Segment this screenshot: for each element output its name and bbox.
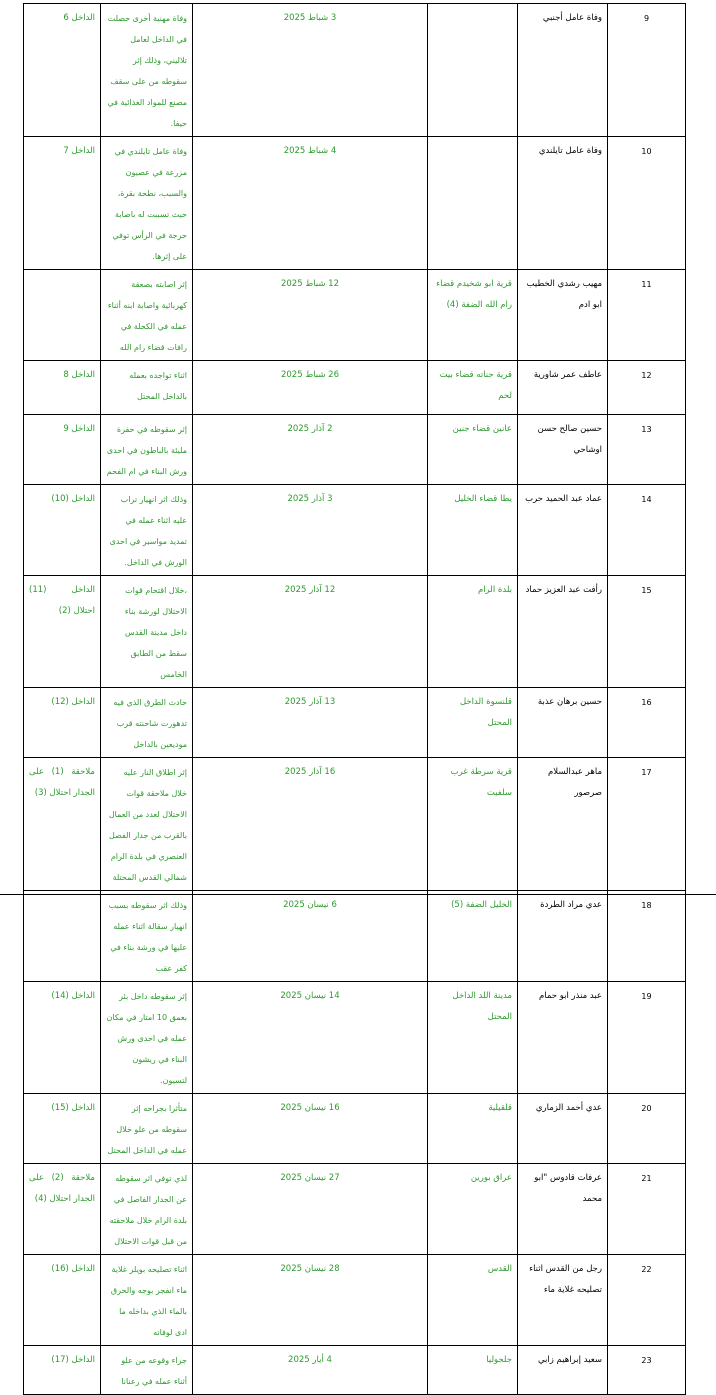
category-cell: الداخل 9	[24, 415, 101, 485]
row-number: 18	[608, 891, 686, 982]
place-cell: قرية ابو شخيدم قضاء رام الله الضفة (4)	[428, 270, 518, 361]
name-cell: عرفات قادوس "ابو محمد	[518, 1164, 608, 1255]
category-cell	[24, 270, 101, 361]
date-cell: 13 آذار 2025	[193, 688, 428, 758]
date-cell: 16 آذار 2025	[193, 758, 428, 891]
category-cell: ملاحقة (1) على الجدار احتلال (3)	[24, 758, 101, 891]
category-cell: الداخل 7	[24, 137, 101, 270]
name-cell: حسين صالح حسن اوشاحي	[518, 415, 608, 485]
date-cell: 12 شباط 2025	[193, 270, 428, 361]
place-cell: يطا قضاء الخليل	[428, 485, 518, 576]
description-cell: وفاة مهنية أخرى حصلت في الداخل لعامل تلاليني، وذلك إثر سقوطه من على سقف مصنع للمواد الغذائية في حيفا.	[101, 4, 193, 137]
description-cell: إثر اصابته بصعقة كهربائية واصابة ابنه أثناء عمله في الكحلة في رافات قضاء رام الله	[101, 270, 193, 361]
row-number: 14	[608, 485, 686, 576]
row-number: 23	[608, 1346, 686, 1395]
description-cell: وذلك اثر سقوطه بسبب انهيار سقالة اثناء عمله عليها في ورشة بناء في كفر عقب	[101, 891, 193, 982]
row-number: 16	[608, 688, 686, 758]
description-cell: لذي توفي اثر سقوطه عن الجدار الفاصل في بلدة الرام خلال ملاحقته من قبل قوات الاحتلال	[101, 1164, 193, 1255]
row-number: 9	[608, 4, 686, 137]
category-cell	[24, 891, 101, 982]
category-cell: الداخل (10)	[24, 485, 101, 576]
date-cell: 16 نيسان 2025	[193, 1094, 428, 1164]
incidents-table	[23, 3, 686, 1395]
row-number: 10	[608, 137, 686, 270]
name-cell: عدي أحمد الزماري	[518, 1094, 608, 1164]
row-number: 12	[608, 361, 686, 415]
description-cell: اثناء تصليحه بويلر غلاية ماء انفجر بوجه والحرق بالماء الذي بداخله ما ادى لوفاته	[101, 1255, 193, 1346]
place-cell: جلجوليا	[428, 1346, 518, 1395]
name-cell: عاطف عمر شاورية	[518, 361, 608, 415]
table-row	[24, 1255, 686, 1346]
table-row	[24, 137, 686, 270]
name-cell: سعيد إبراهيم زابي	[518, 1346, 608, 1395]
place-cell: قرية سرطة غرب سلفيت	[428, 758, 518, 891]
table-row	[24, 982, 686, 1094]
table-row	[24, 415, 686, 485]
name-cell: وفاة عامل تايلندي	[518, 137, 608, 270]
place-cell: بلدة الرام	[428, 576, 518, 688]
description-cell: حادث الطرق الذي فيه تدهورت شاحنته قرب موديعين بالداخل	[101, 688, 193, 758]
category-cell: الداخل 8	[24, 361, 101, 415]
category-cell: الداخل (16)	[24, 1255, 101, 1346]
date-cell: 28 نيسان 2025	[193, 1255, 428, 1346]
name-cell: رأفت عبد العزيز حماد	[518, 576, 608, 688]
place-cell: قلقيلية	[428, 1094, 518, 1164]
date-cell: 27 نيسان 2025	[193, 1164, 428, 1255]
place-cell: الخليل الضفة (5)	[428, 891, 518, 982]
table-row	[24, 1346, 686, 1395]
category-cell: الداخل (11) احتلال (2)	[24, 576, 101, 688]
name-cell: رجل من القدس اثناء تصليحه غلاية ماء	[518, 1255, 608, 1346]
name-cell: وفاة عامل أجنبي	[518, 4, 608, 137]
description-cell: ،خلال اقتحام قوات الاحتلال لورشة بناء داخل مدينة القدس سقط من الطابق الخامس	[101, 576, 193, 688]
name-cell: عدي مراد الطردة	[518, 891, 608, 982]
row-number: 15	[608, 576, 686, 688]
date-cell: 14 نيسان 2025	[193, 982, 428, 1094]
table-row	[24, 1164, 686, 1255]
table-row	[24, 485, 686, 576]
date-cell: 12 آذار 2025	[193, 576, 428, 688]
name-cell: مهيب رشدي الخطيب ابو ادم	[518, 270, 608, 361]
row-number: 19	[608, 982, 686, 1094]
table-row	[24, 891, 686, 982]
description-cell: متأثرا بجراحه إثر سقوطه من علو خلال عمله في الداخل المحتل	[101, 1094, 193, 1164]
date-cell: 4 أيار 2025	[193, 1346, 428, 1395]
description-cell: وذلك اثر انهيار تراب عليه اثناء عمله في تمديد مواسير في احدى الورش في الداخل.	[101, 485, 193, 576]
place-cell: عراق بورين	[428, 1164, 518, 1255]
category-cell: الداخل (17)	[24, 1346, 101, 1395]
table-row	[24, 4, 686, 137]
row-number: 21	[608, 1164, 686, 1255]
category-cell: ملاحقة (2) على الجدار احتلال (4)	[24, 1164, 101, 1255]
description-cell: إثر اطلاق النار عليه خلال ملاحقة قوات الاحتلال لعدد من العمال بالقرب من جدار الفصل العنصري في بلدة الرام شمالي القدس المحتلة	[101, 758, 193, 891]
place-cell: مدينة اللد الداخل المحتل	[428, 982, 518, 1094]
date-cell: 3 شباط 2025	[193, 4, 428, 137]
date-cell: 3 آذار 2025	[193, 485, 428, 576]
place-cell: قرية جناته قضاء بيت لحم	[428, 361, 518, 415]
name-cell: حسين برهان عذبة	[518, 688, 608, 758]
place-cell: قلنسوة الداخل المحتل	[428, 688, 518, 758]
category-cell: الداخل (12)	[24, 688, 101, 758]
description-cell: اثناء تواجده بعمله بالداخل المحتل	[101, 361, 193, 415]
description-cell: إثر سقوطه في حفرة مليئة بالباطون في احدى ورش البناء في ام الفحم	[101, 415, 193, 485]
table-row	[24, 270, 686, 361]
name-cell: عماد عبد الحميد حرب	[518, 485, 608, 576]
table-row	[24, 758, 686, 891]
date-cell: 26 شباط 2025	[193, 361, 428, 415]
description-cell: جراء وقوعه من علو أثناء عمله في رعنانا	[101, 1346, 193, 1395]
category-cell: الداخل (14)	[24, 982, 101, 1094]
row-number: 17	[608, 758, 686, 891]
place-cell	[428, 137, 518, 270]
date-cell: 2 آذار 2025	[193, 415, 428, 485]
description-cell: وفاة عامل تايلندي في مزرعة في عصيون والسبب، نطحة بقرة، حيث تسببت له باصابة حرجة في الرأس توفي على إثرها.	[101, 137, 193, 270]
table-row	[24, 688, 686, 758]
row-number: 11	[608, 270, 686, 361]
place-cell: عانين قضاء جنين	[428, 415, 518, 485]
category-cell: الداخل (15)	[24, 1094, 101, 1164]
date-cell: 6 نيسان 2025	[193, 891, 428, 982]
row-number: 20	[608, 1094, 686, 1164]
name-cell: ماهر عبدالسلام صرصور	[518, 758, 608, 891]
category-cell: الداخل 6	[24, 4, 101, 137]
name-cell: عبد منذر ابو حمام	[518, 982, 608, 1094]
table-row	[24, 1094, 686, 1164]
description-cell: إثر سقوطه داخل بئر بعمق 10 امتار في مكان عمله في احدى ورش البناء في ريشون لتسيون.	[101, 982, 193, 1094]
table-body	[24, 4, 686, 1395]
table-row	[24, 576, 686, 688]
date-cell: 4 شباط 2025	[193, 137, 428, 270]
page-bottom-rule	[0, 894, 716, 895]
table-row	[24, 361, 686, 415]
place-cell: القدس	[428, 1255, 518, 1346]
row-number: 13	[608, 415, 686, 485]
place-cell	[428, 4, 518, 137]
row-number: 22	[608, 1255, 686, 1346]
